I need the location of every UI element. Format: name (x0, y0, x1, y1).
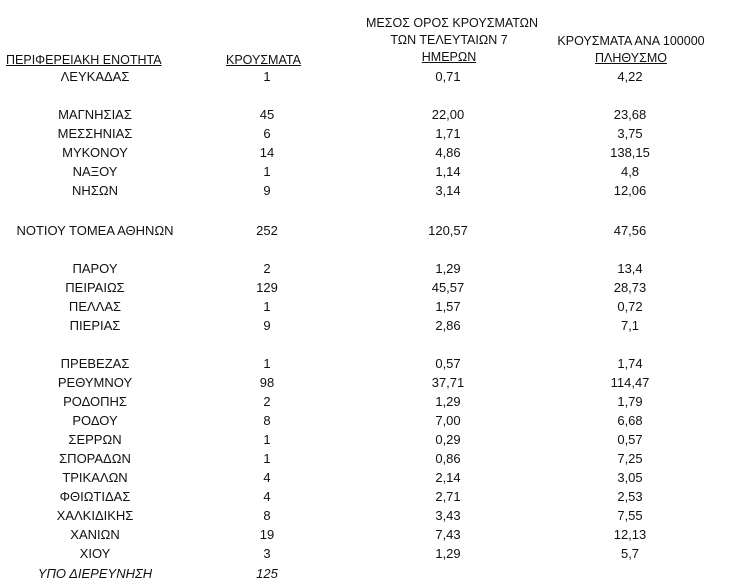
table-row (0, 393, 734, 411)
cell-cases: 1 (263, 432, 271, 447)
cell-avg7: 45,57 (431, 280, 465, 295)
cell-cases: 98 (259, 375, 275, 390)
cell-per100k: 12,13 (613, 527, 647, 542)
cell-region: ΠΑΡΟΥ (72, 261, 118, 276)
cell-cases: 252 (256, 223, 278, 238)
header-per100k-line1: ΚΡΟΥΣΜΑΤΑ ΑΝΑ 100000 (557, 34, 705, 48)
cell-per100k: 7,25 (617, 451, 643, 466)
cell-region: ΡΟΔΟΥ (72, 413, 118, 428)
cell-cases: 9 (263, 318, 271, 333)
cell-per100k: 0,72 (617, 299, 643, 314)
cell-avg7: 3,14 (435, 183, 461, 198)
cell-per100k: 13,4 (617, 261, 643, 276)
cell-region: ΣΠΟΡΑΔΩΝ (59, 451, 131, 466)
cell-region: ΡΕΘΥΜΝΟΥ (57, 375, 133, 390)
cell-region: ΜΕΣΣΗΝΙΑΣ (57, 126, 133, 141)
cell-avg7: 2,14 (435, 470, 461, 485)
cell-region: ΧΑΝΙΩΝ (70, 527, 120, 542)
table-row (0, 526, 734, 544)
cell-avg7: 2,86 (435, 318, 461, 333)
cell-avg7: 1,57 (435, 299, 461, 314)
cell-cases: 2 (263, 394, 271, 409)
cell-per100k: 7,1 (620, 318, 640, 333)
cell-avg7: 4,86 (435, 145, 461, 160)
cell-region: ΝΟΤΙΟΥ ΤΟΜΕΑ ΑΘΗΝΩΝ (16, 223, 174, 238)
cell-per100k: 23,68 (613, 107, 647, 122)
cell-per100k: 3,75 (617, 126, 643, 141)
cell-per100k: 3,05 (617, 470, 643, 485)
header-cases-label: ΚΡΟΥΣΜΑΤΑ (226, 53, 301, 67)
table-row (0, 431, 734, 449)
cell-cases: 1 (263, 451, 271, 466)
cell-cases: 9 (263, 183, 271, 198)
cell-cases: 2 (263, 261, 271, 276)
cell-cases: 1 (263, 69, 271, 84)
cell-per100k: 0,57 (617, 432, 643, 447)
cell-avg7: 22,00 (431, 107, 465, 122)
cell-cases: 6 (263, 126, 271, 141)
cell-region: ΝΗΣΩΝ (72, 183, 118, 198)
table-row (0, 488, 734, 506)
cell-per100k: 5,7 (620, 546, 640, 561)
cell-per100k: 6,68 (617, 413, 643, 428)
cell-per100k: 4,8 (620, 164, 640, 179)
cell-per100k: 12,06 (613, 183, 647, 198)
table-row (0, 507, 734, 525)
cell-avg7: 0,57 (435, 356, 461, 371)
cell-avg7: 0,29 (435, 432, 461, 447)
cell-avg7: 1,14 (435, 164, 461, 179)
cell-region: ΜΥΚΟΝΟΥ (62, 145, 128, 160)
cell-region: ΣΕΡΡΩΝ (68, 432, 122, 447)
cell-per100k: 1,79 (617, 394, 643, 409)
cell-cases: 4 (263, 470, 271, 485)
cell-region: ΧΑΛΚΙΔΙΚΗΣ (56, 508, 134, 523)
table-row (0, 222, 734, 240)
table-row (0, 450, 734, 468)
cell-per100k: 7,55 (617, 508, 643, 523)
table-row (0, 317, 734, 335)
cell-region: ΝΑΞΟΥ (72, 164, 118, 179)
cell-per100k: 138,15 (610, 145, 650, 160)
cell-avg7: 120,57 (428, 223, 468, 238)
cell-cases: 129 (256, 280, 278, 295)
table-row (0, 182, 734, 200)
cell-cases: 8 (263, 508, 271, 523)
table-row (0, 279, 734, 297)
cell-region: ΥΠΟ ΔΙΕΡΕΥΝΗΣΗ (37, 566, 153, 581)
cell-region: ΡΟΔΟΠΗΣ (63, 394, 127, 409)
cell-per100k: 4,22 (617, 69, 643, 84)
table-row (0, 125, 734, 143)
table-row (0, 163, 734, 181)
cell-region: ΠΕΛΛΑΣ (68, 299, 122, 314)
cell-per100k: 1,74 (617, 356, 643, 371)
cell-region: ΠΙΕΡΙΑΣ (69, 318, 121, 333)
cell-avg7: 37,71 (431, 375, 465, 390)
cell-per100k: 28,73 (613, 280, 647, 295)
cell-region: ΠΕΙΡΑΙΩΣ (65, 280, 125, 295)
cell-region: ΤΡΙΚΑΛΩΝ (62, 470, 128, 485)
header-avg7-line3: ΗΜΕΡΩΝ (421, 50, 477, 64)
cell-avg7: 1,29 (435, 394, 461, 409)
table-row (0, 144, 734, 162)
cell-per100k: 114,47 (610, 375, 650, 390)
table-row (0, 412, 734, 430)
cell-region: ΠΡΕΒΕΖΑΣ (60, 356, 130, 371)
cell-cases: 8 (263, 413, 271, 428)
header-region-label: ΠΕΡΙΦΕΡΕΙΑΚΗ ΕΝΟΤΗΤΑ (6, 53, 162, 67)
cell-cases: 125 (256, 566, 278, 581)
table-row (0, 106, 734, 124)
cell-cases: 1 (263, 356, 271, 371)
cell-cases: 14 (259, 145, 275, 160)
cell-avg7: 7,00 (435, 413, 461, 428)
cell-cases: 1 (263, 164, 271, 179)
cell-per100k: 2,53 (617, 489, 643, 504)
table-row-under-investigation (0, 565, 734, 583)
table-row (0, 260, 734, 278)
cell-region: ΜΑΓΝΗΣΙΑΣ (58, 107, 132, 122)
table-row (0, 469, 734, 487)
cell-cases: 45 (259, 107, 275, 122)
cell-avg7: 1,29 (435, 546, 461, 561)
header-avg7-line2: ΤΩΝ ΤΕΛΕΥΤΑΙΩΝ 7 (390, 33, 508, 47)
cell-region: ΛΕΥΚΑΔΑΣ (60, 69, 130, 84)
table-row (0, 355, 734, 373)
cell-region: ΦΘΙΩΤΙΔΑΣ (59, 489, 131, 504)
cell-cases: 1 (263, 299, 271, 314)
cell-avg7: 0,86 (435, 451, 461, 466)
cell-avg7: 3,43 (435, 508, 461, 523)
cell-cases: 3 (263, 546, 271, 561)
table-row (0, 374, 734, 392)
cell-cases: 19 (259, 527, 275, 542)
cell-avg7: 1,71 (435, 126, 461, 141)
cell-avg7: 0,71 (435, 69, 461, 84)
table-row (0, 298, 734, 316)
cell-avg7: 7,43 (435, 527, 461, 542)
table-row (0, 545, 734, 563)
cell-cases: 4 (263, 489, 271, 504)
header-avg7-line1: ΜΕΣΟΣ ΟΡΟΣ ΚΡΟΥΣΜΑΤΩΝ (366, 16, 539, 30)
table-row (0, 68, 734, 86)
cell-avg7: 2,71 (435, 489, 461, 504)
cell-region: ΧΙΟΥ (79, 546, 111, 561)
cell-avg7: 1,29 (435, 261, 461, 276)
cell-per100k: 47,56 (613, 223, 647, 238)
header-per100k-line2: ΠΛΗΘΥΣΜΟ (595, 51, 667, 65)
